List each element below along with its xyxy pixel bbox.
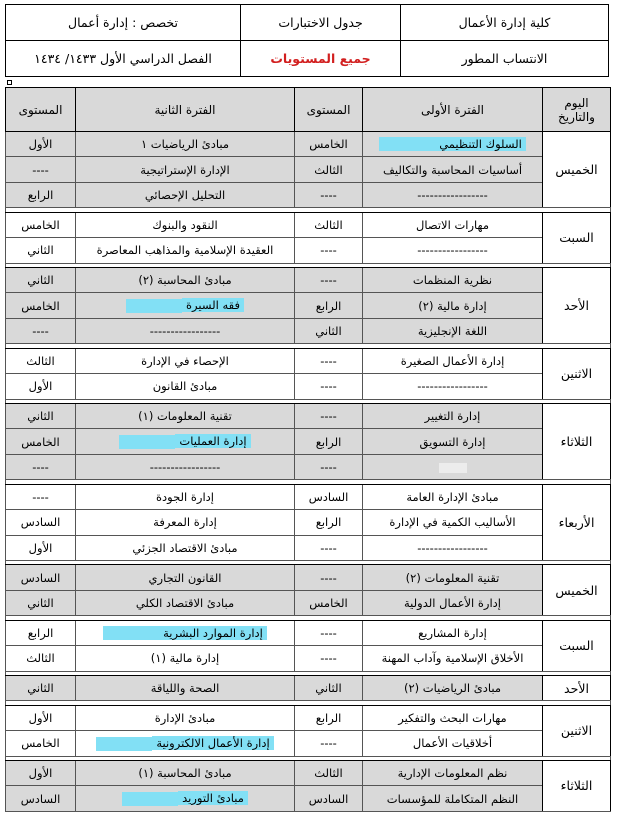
cell-text: ---- bbox=[320, 736, 337, 751]
cell-text: الثالث bbox=[26, 651, 55, 666]
cell-text: الرابع bbox=[315, 710, 342, 725]
cell-text: مبادئ القانون bbox=[152, 379, 218, 394]
cell-text: الأول bbox=[28, 710, 53, 725]
period1-cell bbox=[363, 535, 543, 560]
period2-cell bbox=[76, 293, 295, 318]
cell-text: مبادئ الإدارة bbox=[154, 710, 216, 725]
level1-cell bbox=[295, 238, 363, 263]
day-cell: الاثنين bbox=[543, 348, 611, 399]
period1-cell bbox=[363, 565, 543, 590]
cell-text: أخلاقيات الأعمال bbox=[412, 736, 493, 751]
level1-cell bbox=[295, 510, 363, 535]
level1-cell bbox=[295, 267, 363, 292]
cell-text: ---- bbox=[320, 188, 337, 203]
cell-text: ----------------- bbox=[417, 243, 488, 258]
highlight-mark bbox=[379, 137, 435, 151]
table-row bbox=[6, 510, 611, 535]
cell-text: الخامس bbox=[309, 137, 348, 152]
cell-text: الرابع bbox=[27, 188, 54, 203]
header-table bbox=[5, 4, 609, 77]
cell-text: الثالث bbox=[314, 766, 343, 781]
level1-cell bbox=[295, 705, 363, 730]
cell-text: إدارة الأعمال الدولية bbox=[404, 596, 501, 611]
table-row bbox=[6, 293, 611, 318]
period1-cell bbox=[363, 403, 543, 428]
table-row bbox=[6, 429, 611, 454]
day-cell: الأربعاء bbox=[543, 484, 611, 560]
cell-text: إدارة مالية (١) bbox=[150, 651, 220, 666]
cell-text: الخامس bbox=[21, 298, 60, 313]
period2-cell bbox=[76, 590, 295, 615]
cell-text: إدارة المعرفة bbox=[153, 515, 217, 530]
cell-text: ---- bbox=[32, 162, 49, 177]
level2-cell bbox=[6, 646, 76, 671]
col-header-level2: المستوى bbox=[6, 88, 76, 132]
level2-cell bbox=[6, 675, 76, 700]
level1-cell bbox=[295, 212, 363, 237]
period2-cell bbox=[76, 565, 295, 590]
level1-cell bbox=[295, 646, 363, 671]
cell-text: مبادئ الإدارة العامة bbox=[406, 489, 499, 504]
period2-cell bbox=[76, 318, 295, 343]
period2-cell bbox=[76, 157, 295, 182]
table-row bbox=[6, 132, 611, 157]
day-cell: الأحد bbox=[543, 675, 611, 700]
level1-cell bbox=[295, 675, 363, 700]
level1-cell bbox=[295, 403, 363, 428]
period2-cell bbox=[76, 374, 295, 399]
cell-text: ---- bbox=[320, 379, 337, 394]
day-cell: السبت bbox=[543, 620, 611, 671]
level2-cell bbox=[6, 535, 76, 560]
cell-text: ----------------- bbox=[149, 460, 221, 475]
cell-text: إدارة العمليات bbox=[175, 434, 250, 448]
day-cell: الأحد bbox=[543, 267, 611, 343]
level2-cell bbox=[6, 267, 76, 292]
day-cell: الثلاثاء bbox=[543, 760, 611, 811]
table-row bbox=[6, 318, 611, 343]
cell-text: مبادئ الاقتصاد الكلي bbox=[135, 596, 235, 611]
level1-cell bbox=[295, 786, 363, 812]
period1-cell bbox=[363, 590, 543, 615]
table-row bbox=[6, 675, 611, 700]
cell-text: ---- bbox=[320, 353, 337, 368]
table-row bbox=[6, 590, 611, 615]
cell-text: الثالث bbox=[314, 217, 343, 232]
table-row bbox=[6, 646, 611, 671]
cell-text: ----------------- bbox=[149, 324, 221, 339]
cell-text: الثاني bbox=[27, 596, 54, 611]
table-row bbox=[6, 157, 611, 182]
cell-text: الثاني bbox=[27, 409, 54, 424]
table-row bbox=[6, 348, 611, 373]
period2-cell bbox=[76, 429, 295, 454]
level1-cell bbox=[295, 620, 363, 645]
cell-text: تقنية المعلومات (١) bbox=[138, 409, 232, 424]
cell-text: العقيدة الإسلامية والمذاهب المعاصرة bbox=[96, 243, 274, 258]
cell-text: السادس bbox=[308, 791, 349, 806]
level2-cell bbox=[6, 565, 76, 590]
highlight-mark bbox=[122, 792, 178, 806]
cell-text: مبادئ التوريد bbox=[178, 791, 248, 805]
cell-text: القانون التجاري bbox=[148, 570, 222, 585]
level1-cell bbox=[295, 374, 363, 399]
cell-text: الرابع bbox=[315, 515, 342, 530]
cell-text: النظم المتكاملة للمؤسسات bbox=[386, 791, 519, 806]
cell-text: ---- bbox=[320, 540, 337, 555]
level1-cell bbox=[295, 182, 363, 207]
cell-text: الثاني bbox=[315, 324, 342, 339]
cell-text: الأساليب الكمية في الإدارة bbox=[389, 515, 516, 530]
level1-cell bbox=[295, 157, 363, 182]
period1-cell bbox=[363, 786, 543, 812]
cell-text: الصحة واللياقة bbox=[150, 681, 220, 696]
cell-text: ---- bbox=[320, 460, 337, 475]
cell-text: الثاني bbox=[315, 681, 342, 696]
cell-text: ---- bbox=[32, 324, 49, 339]
exam-schedule-table bbox=[5, 87, 611, 812]
cell-text: الثاني bbox=[27, 681, 54, 696]
period1-cell bbox=[363, 510, 543, 535]
cell-text: النقود والبنوك bbox=[152, 217, 218, 232]
level1-cell bbox=[295, 293, 363, 318]
period2-cell bbox=[76, 238, 295, 263]
cell-text: الثالث bbox=[314, 162, 343, 177]
period1-cell bbox=[363, 454, 543, 479]
cell-text: اللغة الإنجليزية bbox=[417, 324, 488, 339]
table-row bbox=[6, 731, 611, 756]
period1-cell bbox=[363, 318, 543, 343]
cell-text: نظم المعلومات الإدارية bbox=[397, 766, 508, 781]
semester-label: الفصل الدراسي الأول ١٤٣٣/ ١٤٣٤ bbox=[6, 41, 241, 77]
level2-cell bbox=[6, 157, 76, 182]
cell-text: الإحصاء في الإدارة bbox=[141, 353, 229, 368]
cell-text: مهارات البحث والتفكير bbox=[398, 710, 507, 725]
table-row bbox=[6, 786, 611, 812]
cell-text: الأول bbox=[28, 379, 53, 394]
period1-cell bbox=[363, 646, 543, 671]
period2-cell bbox=[76, 620, 295, 645]
table-row bbox=[6, 212, 611, 237]
level1-cell bbox=[295, 565, 363, 590]
levels-note: جميع المستويات bbox=[241, 41, 401, 77]
table-row bbox=[6, 760, 611, 785]
table-row bbox=[6, 535, 611, 560]
period1-cell bbox=[363, 212, 543, 237]
period2-cell bbox=[76, 705, 295, 730]
level2-cell bbox=[6, 429, 76, 454]
faint-mark bbox=[439, 463, 467, 473]
cell-text: مبادئ الاقتصاد الجزئي bbox=[132, 540, 238, 555]
table-row bbox=[6, 374, 611, 399]
table-row bbox=[6, 182, 611, 207]
period1-cell bbox=[363, 267, 543, 292]
cell-text: ---- bbox=[320, 243, 337, 258]
level2-cell bbox=[6, 212, 76, 237]
schedule-title: جدول الاختبارات bbox=[241, 5, 401, 41]
cell-text: الأول bbox=[28, 137, 53, 152]
day-cell: الخميس bbox=[543, 565, 611, 616]
period1-cell bbox=[363, 705, 543, 730]
cell-text: مبادئ الرياضيات (٢) bbox=[403, 681, 502, 696]
level2-cell bbox=[6, 590, 76, 615]
table-row bbox=[6, 454, 611, 479]
level2-cell bbox=[6, 731, 76, 756]
cell-text: إدارة مالية (٢) bbox=[418, 298, 487, 313]
table-row bbox=[6, 620, 611, 645]
cell-text: الثاني bbox=[27, 243, 54, 258]
period2-cell bbox=[76, 403, 295, 428]
level1-cell bbox=[295, 590, 363, 615]
period1-cell bbox=[363, 675, 543, 700]
cell-text: الخامس bbox=[21, 434, 60, 449]
period2-cell bbox=[76, 212, 295, 237]
cell-text: ---- bbox=[32, 460, 49, 475]
cell-text: إدارة المشاريع bbox=[418, 625, 487, 640]
period1-cell bbox=[363, 731, 543, 756]
period1-cell bbox=[363, 760, 543, 785]
cell-text: فقه السيرة bbox=[182, 298, 244, 312]
level2-cell bbox=[6, 348, 76, 373]
cell-text: الأول bbox=[28, 540, 53, 555]
cell-text: ---- bbox=[32, 489, 49, 504]
cell-text: الخامس bbox=[21, 736, 60, 751]
cell-text: ----------------- bbox=[417, 188, 488, 203]
highlight-mark bbox=[119, 435, 175, 449]
level1-cell bbox=[295, 348, 363, 373]
table-row bbox=[6, 565, 611, 590]
cell-text: الثالث bbox=[26, 353, 55, 368]
level1-cell bbox=[295, 318, 363, 343]
cell-text: إدارة التسويق bbox=[419, 434, 486, 449]
period2-cell bbox=[76, 484, 295, 509]
cell-text: الخامس bbox=[309, 596, 348, 611]
level1-cell bbox=[295, 535, 363, 560]
period2-cell bbox=[76, 731, 295, 756]
period1-cell bbox=[363, 293, 543, 318]
table-anchor-marker bbox=[7, 80, 12, 85]
level1-cell bbox=[295, 731, 363, 756]
major-label: تخصص : إدارة أعمال bbox=[6, 5, 241, 41]
period2-cell bbox=[76, 646, 295, 671]
cell-text: مهارات الاتصال bbox=[416, 217, 489, 232]
cell-text: الإدارة الإستراتيجية bbox=[140, 162, 230, 177]
cell-text: نظرية المنظمات bbox=[412, 273, 493, 288]
cell-text: الخامس bbox=[21, 217, 60, 232]
col-header-day: اليوم والتاريخ bbox=[543, 88, 611, 132]
cell-text: السادس bbox=[20, 791, 61, 806]
level2-cell bbox=[6, 318, 76, 343]
cell-text: الرابع bbox=[27, 625, 54, 640]
level2-cell bbox=[6, 786, 76, 812]
level2-cell bbox=[6, 238, 76, 263]
cell-text: ---- bbox=[320, 409, 337, 424]
level2-cell bbox=[6, 760, 76, 785]
table-row bbox=[6, 705, 611, 730]
college-name: كلية إدارة الأعمال bbox=[401, 5, 609, 41]
level2-cell bbox=[6, 484, 76, 509]
period1-cell bbox=[363, 182, 543, 207]
cell-text: ---- bbox=[320, 651, 337, 666]
cell-text: ----------------- bbox=[417, 379, 488, 394]
table-row bbox=[6, 484, 611, 509]
level2-cell bbox=[6, 705, 76, 730]
period2-cell bbox=[76, 535, 295, 560]
highlight-mark bbox=[96, 737, 152, 751]
table-row bbox=[6, 403, 611, 428]
level2-cell bbox=[6, 374, 76, 399]
cell-text: التحليل الإحصائي bbox=[144, 188, 226, 203]
highlight-mark bbox=[103, 626, 159, 640]
period2-cell bbox=[76, 348, 295, 373]
cell-text: إدارة الجودة bbox=[156, 489, 214, 504]
level1-cell bbox=[295, 484, 363, 509]
period2-cell bbox=[76, 786, 295, 812]
cell-text: تقنية المعلومات (٢) bbox=[405, 570, 500, 585]
level2-cell bbox=[6, 620, 76, 645]
cell-text: أساسيات المحاسبة والتكاليف bbox=[382, 162, 523, 177]
cell-text: الثاني bbox=[27, 273, 54, 288]
period2-cell bbox=[76, 675, 295, 700]
cell-text: إدارة الموارد البشرية bbox=[159, 626, 267, 640]
level1-cell bbox=[295, 132, 363, 157]
cell-text: الرابع bbox=[315, 298, 342, 313]
cell-text: الأول bbox=[28, 766, 53, 781]
col-header-level1: المستوى bbox=[295, 88, 363, 132]
level2-cell bbox=[6, 510, 76, 535]
period2-cell bbox=[76, 510, 295, 535]
highlight-mark bbox=[126, 299, 182, 313]
level2-cell bbox=[6, 182, 76, 207]
cell-text: الأخلاق الإسلامية وآداب المهنة bbox=[381, 651, 524, 666]
day-cell: السبت bbox=[543, 212, 611, 263]
cell-text: إدارة الأعمال الصغيرة bbox=[400, 353, 505, 368]
cell-text: مبادئ الرياضيات ١ bbox=[140, 137, 230, 152]
level2-cell bbox=[6, 132, 76, 157]
cell-text: ---- bbox=[320, 570, 337, 585]
level2-cell bbox=[6, 293, 76, 318]
cell-text: ---- bbox=[320, 625, 337, 640]
study-mode: الانتساب المطور bbox=[401, 41, 609, 77]
period2-cell bbox=[76, 454, 295, 479]
period2-cell bbox=[76, 182, 295, 207]
cell-text: السادس bbox=[308, 489, 349, 504]
period1-cell bbox=[363, 620, 543, 645]
col-header-period1: الفترة الأولى bbox=[363, 88, 543, 132]
day-cell: الخميس bbox=[543, 132, 611, 208]
cell-text: ---- bbox=[320, 273, 337, 288]
cell-text: السادس bbox=[20, 570, 61, 585]
period1-cell bbox=[363, 484, 543, 509]
period2-cell bbox=[76, 760, 295, 785]
cell-text: السادس bbox=[20, 515, 61, 530]
cell-text: السلوك التنظيمي bbox=[435, 137, 526, 151]
level1-cell bbox=[295, 454, 363, 479]
col-header-period2: الفترة الثانية bbox=[76, 88, 295, 132]
level1-cell bbox=[295, 429, 363, 454]
cell-text: الرابع bbox=[315, 434, 342, 449]
cell-text: إدارة التغيير bbox=[424, 409, 481, 424]
period1-cell bbox=[363, 348, 543, 373]
cell-text: مبادئ المحاسبة (٢) bbox=[138, 273, 232, 288]
cell-text: إدارة الأعمال الالكترونية bbox=[152, 736, 273, 750]
period2-cell bbox=[76, 132, 295, 157]
day-cell: الاثنين bbox=[543, 705, 611, 756]
table-row bbox=[6, 238, 611, 263]
period1-cell bbox=[363, 238, 543, 263]
cell-text: ----------------- bbox=[417, 540, 488, 555]
level2-cell bbox=[6, 454, 76, 479]
period1-cell bbox=[363, 429, 543, 454]
period2-cell bbox=[76, 267, 295, 292]
day-cell: الثلاثاء bbox=[543, 403, 611, 479]
period1-cell bbox=[363, 374, 543, 399]
period1-cell bbox=[363, 157, 543, 182]
period1-cell bbox=[363, 132, 543, 157]
level2-cell bbox=[6, 403, 76, 428]
cell-text: مبادئ المحاسبة (١) bbox=[138, 766, 232, 781]
table-row bbox=[6, 267, 611, 292]
level1-cell bbox=[295, 760, 363, 785]
